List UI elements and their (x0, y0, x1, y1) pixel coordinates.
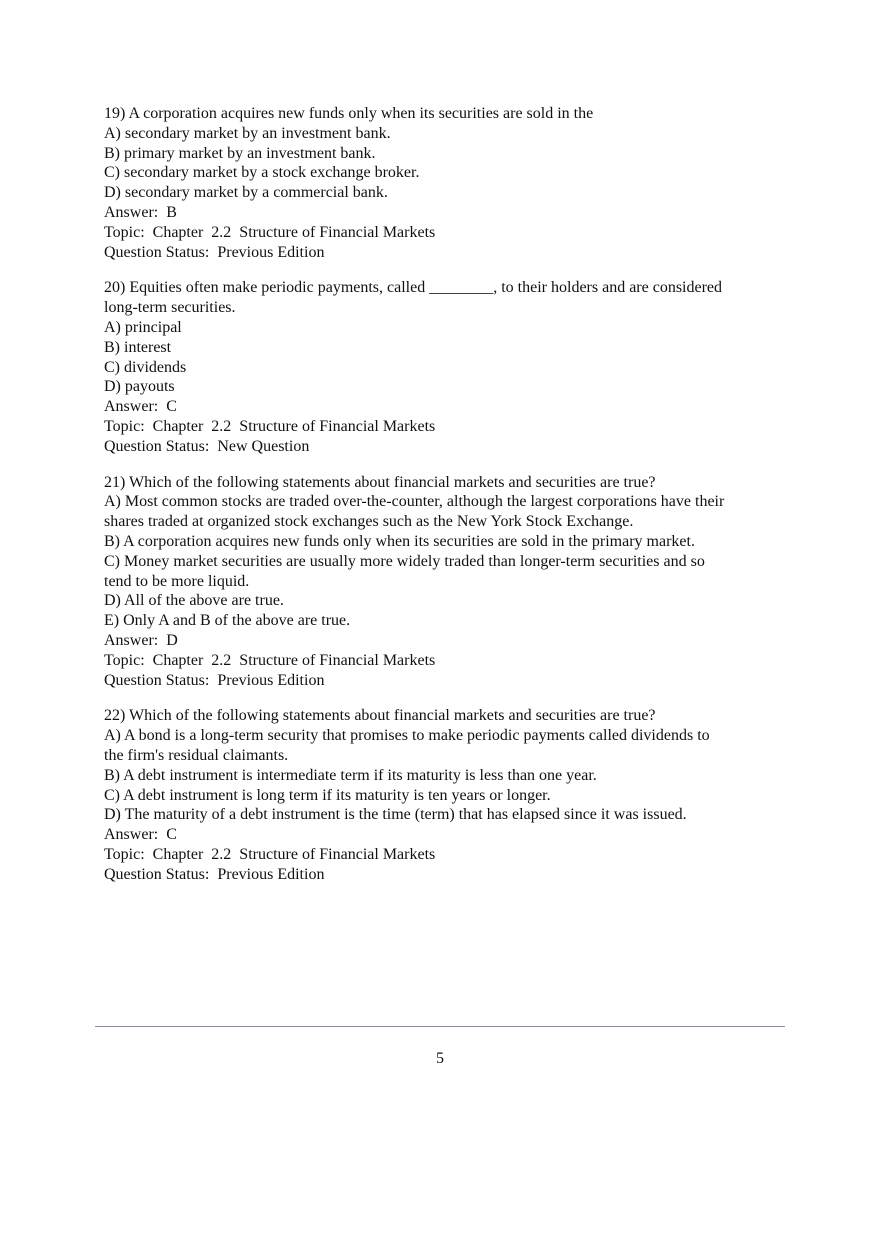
question-text-continued: long-term securities. (104, 299, 236, 317)
option-c: C) dividends (104, 358, 187, 376)
option-a: A) A bond is a long-term security that promises to make periodic payments called dividends to (104, 727, 710, 745)
answer: Answer: D (104, 631, 178, 649)
option-a: A) Most common stocks are traded over-the-counter, although the largest corporations have their (104, 493, 725, 511)
question-22 (104, 706, 794, 884)
question-status: Question Status: Previous Edition (104, 243, 325, 261)
option-d: D) secondary market by a commercial bank. (104, 184, 388, 202)
topic: Topic: Chapter 2.2 Structure of Financial Markets (104, 651, 436, 669)
option-a: A) principal (104, 318, 182, 336)
question-status: Question Status: New Question (104, 437, 310, 455)
question-text: 22) Which of the following statements about financial markets and securities are true? (104, 707, 656, 725)
answer: Answer: C (104, 826, 177, 844)
option-c-continued: tend to be more liquid. (104, 572, 250, 590)
answer: Answer: C (104, 398, 177, 416)
option-c: C) secondary market by a stock exchange broker. (104, 164, 420, 182)
question-21 (104, 473, 794, 691)
option-e: E) Only A and B of the above are true. (104, 612, 351, 630)
question-text: 20) Equities often make periodic payments, called ________, to their holders and are considered (104, 279, 723, 297)
option-b: B) A corporation acquires new funds only when its securities are sold in the primary market. (104, 532, 695, 550)
question-list (104, 104, 794, 884)
question-text: 19) A corporation acquires new funds only when its securities are sold in the (104, 105, 594, 122)
question-19 (104, 104, 794, 262)
answer: Answer: B (104, 203, 177, 221)
question-text: 21) Which of the following statements about financial markets and securities are true? (104, 473, 656, 491)
question-status: Question Status: Previous Edition (104, 865, 325, 883)
option-b: B) A debt instrument is intermediate term if its maturity is less than one year. (104, 766, 597, 784)
page-number: 5 (436, 1050, 444, 1067)
option-d: D) payouts (104, 378, 175, 396)
topic: Topic: Chapter 2.2 Structure of Financial Markets (104, 417, 436, 435)
option-b: B) interest (104, 338, 172, 356)
option-d: D) The maturity of a debt instrument is the time (term) that has elapsed since it was issued. (104, 806, 687, 824)
option-b: B) primary market by an investment bank. (104, 144, 376, 162)
footer-divider (95, 1026, 785, 1027)
option-a: A) secondary market by an investment bank. (104, 124, 391, 142)
option-a-continued: shares traded at organized stock exchanges such as the New York Stock Exchange. (104, 513, 634, 531)
option-d: D) All of the above are true. (104, 592, 284, 610)
option-c: C) A debt instrument is long term if its maturity is ten years or longer. (104, 786, 551, 804)
option-c: C) Money market securities are usually more widely traded than longer-term securities and so (104, 552, 705, 570)
question-status: Question Status: Previous Edition (104, 671, 325, 689)
topic: Topic: Chapter 2.2 Structure of Financial Markets (104, 845, 436, 863)
question-20 (104, 278, 794, 456)
topic: Topic: Chapter 2.2 Structure of Financial Markets (104, 223, 436, 241)
option-a-continued: the firm's residual claimants. (104, 746, 289, 764)
